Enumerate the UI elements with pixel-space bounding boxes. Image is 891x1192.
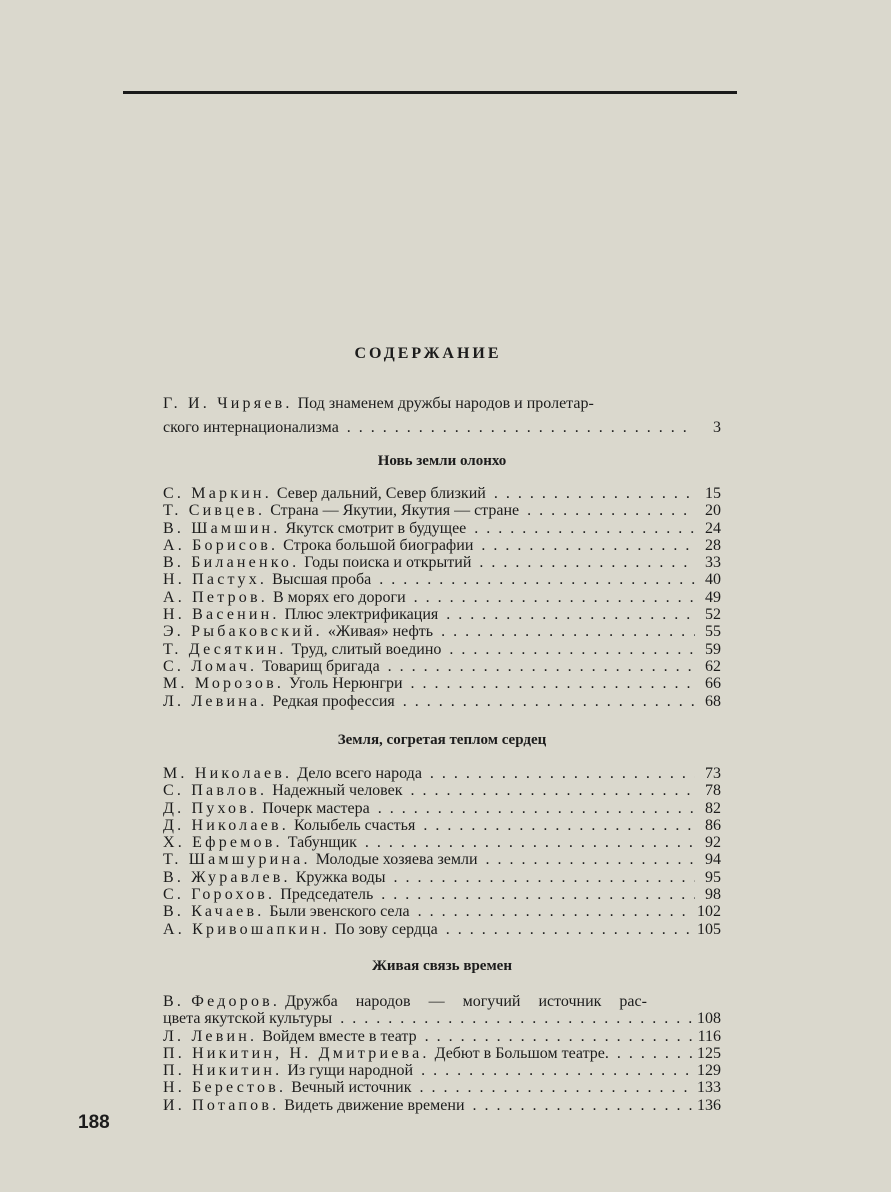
- entry-title: цвета якутской культуры: [163, 1010, 333, 1028]
- top-rule: [123, 91, 737, 94]
- entry-author: В. Качаев.: [163, 903, 265, 921]
- dot-leader: [482, 851, 695, 868]
- dot-leader: [426, 765, 695, 782]
- dot-leader: [421, 1028, 694, 1045]
- entry-author: Н. Пастух.: [163, 571, 268, 589]
- toc-entry-intro: [163, 395, 721, 436]
- toc-entry: [163, 869, 721, 886]
- dot-leader: [407, 675, 696, 692]
- entry-title: Видеть движение времени: [284, 1096, 465, 1114]
- toc-entry: [163, 589, 721, 606]
- entry-title: Кружка воды: [295, 868, 386, 886]
- toc-entry: [163, 675, 721, 692]
- entry-author: А. Борисов.: [163, 536, 279, 554]
- entry-author: Д. Пухов.: [163, 799, 258, 817]
- entry-title: Под знаменем дружбы народов и пролетар-: [297, 395, 594, 412]
- dot-leader: [477, 537, 695, 554]
- entry-author: Н. Васенин.: [163, 606, 280, 624]
- dot-leader: [475, 554, 695, 571]
- entry-title: Вечный источник: [291, 1079, 412, 1097]
- entry-page: 59: [705, 640, 721, 658]
- section-heading: Живая связь времен: [372, 958, 512, 974]
- entry-page: 136: [697, 1096, 721, 1114]
- entry-title: Почерк мастера: [262, 799, 370, 817]
- entry-title: В морях его дороги: [272, 588, 406, 606]
- toc-entry: [163, 834, 721, 851]
- dot-leader: [414, 903, 693, 920]
- entry-page: 24: [705, 519, 721, 537]
- page-number: 188: [78, 1112, 110, 1133]
- toc-entry: [163, 641, 721, 658]
- entry-author: В. Биланенко.: [163, 554, 300, 572]
- entry-page: 55: [705, 623, 721, 641]
- entry-page: 108: [697, 1010, 721, 1028]
- entry-author: Г. И. Чиряев.: [163, 395, 293, 412]
- entry-page: 40: [705, 571, 721, 589]
- dot-leader: [445, 641, 695, 658]
- dot-leader: [375, 571, 695, 588]
- entry-author: Л. Левин.: [163, 1027, 258, 1045]
- toc-entry: [163, 1097, 721, 1114]
- entry-author: С. Горохов.: [163, 886, 276, 904]
- entry-page: 52: [705, 606, 721, 624]
- entry-title: По зову сердца: [334, 920, 438, 938]
- entry-page: 62: [705, 657, 721, 675]
- toc-entry: [163, 693, 721, 710]
- page-title: СОДЕРЖАНИЕ: [354, 345, 502, 362]
- section-entries: [163, 485, 721, 710]
- toc-entry: [163, 886, 721, 903]
- entry-author: Д. Николаев.: [163, 816, 289, 834]
- toc-entry: [163, 606, 721, 623]
- entry-title: Высшая проба: [272, 571, 372, 589]
- entry-title: Табунщик: [287, 834, 357, 852]
- entry-page: 98: [705, 886, 721, 904]
- toc-entry: [163, 658, 721, 675]
- entry-title: «Живая» нефть: [327, 623, 434, 641]
- entry-author: С. Маркин.: [163, 485, 272, 502]
- entry-page: 33: [705, 554, 721, 572]
- dot-leader: [613, 1045, 693, 1062]
- entry-author: В. Шамшин.: [163, 519, 281, 537]
- entry-page: 129: [697, 1062, 721, 1080]
- entry-page: 125: [697, 1044, 721, 1062]
- entry-author: В. Журавлев.: [163, 868, 291, 886]
- entry-page: 20: [705, 502, 721, 520]
- toc-entry: [163, 1079, 721, 1096]
- dot-leader: [343, 419, 695, 436]
- entry-author: П. Никитин, Н. Дмитриева.: [163, 1044, 430, 1062]
- entry-author: С. Павлов.: [163, 782, 268, 800]
- entry-title: Север дальний, Север близкий: [276, 485, 486, 502]
- entry-author: Т. Шамшурина.: [163, 851, 311, 869]
- section-entries: [163, 765, 721, 938]
- toc-entry: [163, 623, 721, 640]
- dot-leader: [470, 520, 695, 537]
- dot-leader: [384, 658, 695, 675]
- dot-leader: [415, 1079, 693, 1096]
- entry-author: А. Кривошапкин.: [163, 920, 330, 938]
- entry-author: С. Ломач.: [163, 657, 258, 675]
- entry-page: 95: [705, 868, 721, 886]
- entry-author: М. Николаев.: [163, 765, 293, 782]
- toc-entry: [163, 921, 721, 938]
- toc-entry: [163, 817, 721, 834]
- toc-entry: [163, 554, 721, 571]
- toc-entry: [163, 571, 721, 588]
- entry-title: Войдем вместе в театр: [262, 1027, 417, 1045]
- entry-title: Из гущи народной: [287, 1062, 414, 1080]
- entry-title: Якутск смотрит в будущее: [285, 519, 467, 537]
- entry-title: Были эвенского села: [269, 903, 410, 921]
- dot-leader: [490, 485, 695, 502]
- dot-leader: [374, 800, 695, 817]
- entry-title: Страна — Якутии, Якутия — стране: [270, 502, 520, 520]
- toc-entry: [163, 485, 721, 502]
- entry-author: Х. Ефремов.: [163, 834, 283, 852]
- toc-entry: [163, 851, 721, 868]
- entry-page: 82: [705, 799, 721, 817]
- dot-leader: [361, 834, 695, 851]
- entry-page: 28: [705, 536, 721, 554]
- dot-leader: [407, 782, 695, 799]
- toc-entry: [163, 903, 721, 920]
- dot-leader: [523, 502, 695, 519]
- entry-page: 68: [705, 692, 721, 710]
- entry-page: 86: [705, 816, 721, 834]
- section-heading: Новь земли олонхо: [377, 453, 507, 469]
- entry-title: Дебют в Большом театре.: [434, 1044, 609, 1062]
- entry-author: Т. Сивцев.: [163, 502, 266, 520]
- entry-title: Товарищ бригада: [262, 657, 380, 675]
- entry-page: 105: [697, 920, 721, 938]
- entry-page: 73: [705, 765, 721, 782]
- entry-title: Молодые хозяева земли: [315, 851, 478, 869]
- entry-author: Э. Рыбаковский.: [163, 623, 323, 641]
- entry-page: 78: [705, 782, 721, 800]
- entry-page: 3: [713, 419, 721, 436]
- toc-entry: [163, 1028, 721, 1045]
- toc-entry: [163, 520, 721, 537]
- dot-leader: [419, 817, 695, 834]
- entry-page: 92: [705, 834, 721, 852]
- toc-entry: [163, 502, 721, 519]
- toc-entry: [163, 800, 721, 817]
- entry-author: М. Морозов.: [163, 675, 285, 693]
- dot-leader: [442, 921, 693, 938]
- entry-title: Уголь Нерюнгри: [289, 675, 403, 693]
- entry-title: Председатель: [280, 886, 374, 904]
- toc-entry: [163, 782, 721, 799]
- dot-leader: [336, 1010, 693, 1027]
- entry-title: Колыбель счастья: [293, 816, 416, 834]
- entry-title: ского интернационализма: [163, 419, 339, 436]
- entry-title: Плюс электрификация: [284, 606, 439, 624]
- dot-leader: [417, 1062, 693, 1079]
- entry-author: Н. Берестов.: [163, 1079, 287, 1097]
- dot-leader: [442, 606, 695, 623]
- entry-title: Дружба народов — могучий источник рас-: [285, 993, 647, 1010]
- entry-page: 116: [697, 1027, 721, 1045]
- entry-page: 102: [697, 903, 721, 921]
- entry-author: А. Петров.: [163, 588, 268, 606]
- dot-leader: [377, 886, 695, 903]
- toc-entry: [163, 765, 721, 782]
- entry-title: Строка большой биографии: [283, 536, 474, 554]
- entry-page: 133: [697, 1079, 721, 1097]
- entry-page: 94: [705, 851, 721, 869]
- entry-page: 66: [705, 675, 721, 693]
- entry-title: Редкая профессия: [272, 692, 395, 710]
- toc-entry: [163, 1045, 721, 1062]
- entry-page: 15: [705, 485, 721, 502]
- toc-entry: [163, 993, 721, 1114]
- dot-leader: [437, 623, 695, 640]
- entry-title: Годы поиска и открытий: [304, 554, 472, 572]
- dot-leader: [469, 1097, 694, 1114]
- dot-leader: [410, 589, 695, 606]
- entry-title: Надежный человек: [272, 782, 403, 800]
- entry-author: И. Потапов.: [163, 1096, 280, 1114]
- entry-author: П. Никитин.: [163, 1062, 283, 1080]
- section-heading: Земля, согретая теплом сердец: [337, 732, 547, 748]
- toc-entry: [163, 1062, 721, 1079]
- dot-leader: [390, 869, 695, 886]
- entry-author: В. Федоров.: [163, 993, 281, 1010]
- entry-title: Труд, слитый воедино: [291, 640, 442, 658]
- toc-entry: [163, 537, 721, 554]
- dot-leader: [399, 693, 695, 710]
- entry-author: Л. Левина.: [163, 692, 268, 710]
- entry-author: Т. Десяткин.: [163, 640, 287, 658]
- entry-page: 49: [705, 588, 721, 606]
- entry-title: Дело всего народа: [297, 765, 422, 782]
